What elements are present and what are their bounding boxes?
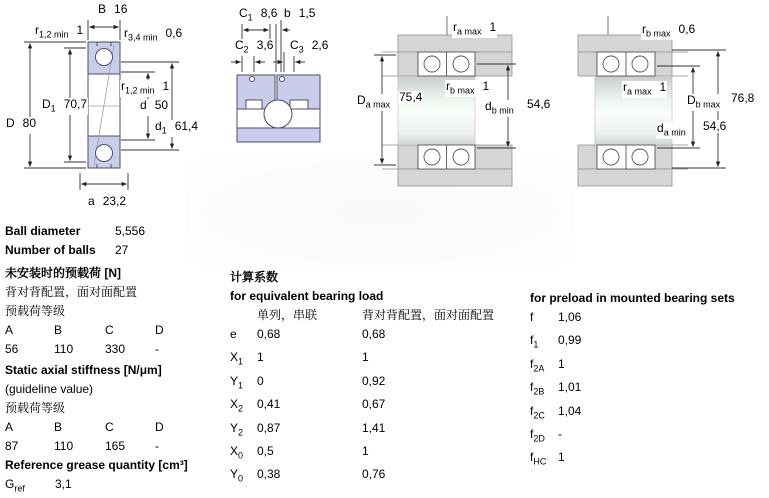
calc-col2-header: 背对背配置，面对面配置 (362, 308, 495, 322)
factor-value: 1,41 (362, 420, 386, 435)
factor-symbol: f (530, 310, 534, 324)
col-header: D (155, 323, 164, 337)
grease-symbol: $G_{ref}$ (5, 477, 25, 494)
calc-row-Y1 (230, 372, 530, 395)
factor-value: 0,5 (257, 443, 274, 458)
factor-symbol: $f_{HC}$ (530, 450, 547, 467)
dim-label-ra-max-left: $r_{a max}$ 1 (453, 20, 497, 37)
dim-value-db-min: 54,6 (527, 97, 551, 111)
cell: 56 (5, 342, 19, 356)
stiffness-table-header (5, 418, 225, 437)
stiffness-class-label: 预载荷等级 (5, 401, 66, 415)
ball-diameter-value: 5,556 (115, 224, 146, 238)
ball-diameter-label: Ball diameter (5, 224, 81, 238)
calc-factors-column (230, 268, 530, 489)
factor-symbol: e (230, 327, 237, 341)
factor-value: 0,99 (558, 333, 582, 348)
preload-factors-title: for preload in mounted bearing sets (530, 291, 735, 305)
factor-value: - (558, 426, 562, 441)
factor-value: 0,68 (362, 327, 386, 341)
col-header: A (5, 323, 14, 337)
grease-row (5, 475, 225, 498)
calc-row-X1 (230, 348, 530, 371)
factor-value: 1,01 (558, 380, 582, 395)
calc-row-X0 (230, 442, 530, 465)
calc-title: 计算系数 (230, 270, 279, 284)
dim-label-B: B 16 (97, 3, 128, 20)
equiv-load-title: for equivalent bearing load (230, 289, 384, 303)
col-header: D (155, 420, 164, 434)
factor-value: 0,87 (257, 420, 281, 435)
number-of-balls-label: Number of balls (5, 243, 96, 257)
cell: - (155, 342, 159, 356)
preload-unmounted-title: 未安装时的预载荷 [N] (5, 266, 121, 280)
dim-label-C2: $C_2$ 3,6 (235, 38, 274, 55)
dim-label-db-min: $d_{b min}$ (485, 99, 514, 116)
calc-col1-header: 单列，串联 (257, 308, 318, 322)
factor-symbol: $X_1$ (230, 350, 244, 367)
factor-symbol: $Y_0$ (230, 467, 244, 484)
dim-label-r34-min: $r_{3,4 min}$ 0,6 (124, 26, 183, 43)
pf-row-f (530, 308, 769, 331)
dim-label-d: d 50 (139, 99, 169, 116)
factor-value: 0,76 (362, 467, 386, 482)
preload-class-label: 预载荷等级 (5, 304, 66, 318)
calc-row-Y2 (230, 419, 530, 442)
col-header: B (54, 323, 63, 337)
preload-factors-column (530, 289, 769, 472)
factor-symbol: $Y_1$ (230, 373, 244, 391)
dim-label-ra-max-right: $r_{a max}$ 1 (623, 80, 667, 97)
preload-unmounted-subtitle: 背对背配置，面对面配置 (5, 285, 138, 299)
dim-value-Db-max: 76,8 (731, 91, 755, 105)
calc-row-X2 (230, 395, 530, 418)
factor-symbol: $f_{2C}$ (530, 403, 545, 420)
dim-label-a: a 23,2 (87, 195, 127, 212)
cell: 165 (105, 439, 126, 453)
dim-label-D1: $D_1$ 70,7 (42, 97, 88, 114)
dim-label-D: D 80 (5, 117, 37, 134)
factor-value: 1 (558, 356, 565, 371)
stiffness-table-values (5, 437, 225, 456)
factor-value: 0,92 (362, 373, 386, 388)
dim-label-C3: $C_3$ 2,6 (290, 38, 329, 55)
cell: - (155, 439, 159, 453)
factor-value: 1 (257, 350, 264, 365)
dim-label-rb-max-right: $r_{b max}$ 0,6 (642, 22, 696, 39)
dim-value-da-min: 54,6 (703, 119, 727, 133)
cell: 87 (5, 439, 19, 453)
pf-row-f2B (530, 378, 769, 401)
dim-label-r12-min-top: $r_{1,2 min}$ 1 (35, 23, 84, 40)
factor-value: 1 (362, 350, 369, 365)
number-of-balls-value: 27 (115, 243, 129, 257)
factor-value: 1,04 (558, 403, 582, 418)
col-header: A (5, 420, 14, 434)
specs-column (5, 222, 225, 498)
dim-label-Da-max: $D_{a max}$ (357, 93, 391, 110)
stiffness-title: Static axial stiffness [N/μm] (5, 363, 162, 377)
cell: 330 (105, 342, 126, 356)
pf-row-f2D (530, 425, 769, 448)
col-header: C (105, 420, 114, 434)
dim-label-r12-min-mid: $r_{1,2 min}$ 1 (121, 79, 170, 96)
factor-symbol: $f_{2A}$ (530, 356, 545, 374)
dim-value-Da-max: 75,4 (399, 90, 423, 104)
factor-symbol: $f_{2B}$ (530, 380, 545, 397)
dim-label-C1: $C_1$ 8,6 (239, 6, 278, 23)
factor-value: 1,06 (558, 310, 582, 324)
pf-row-fHC (530, 448, 769, 471)
preload-table-header (5, 321, 225, 340)
factor-value: 1 (362, 443, 369, 458)
grease-value: 3,1 (55, 477, 72, 491)
col-header: C (105, 323, 114, 337)
bearing-detail (237, 75, 320, 142)
col-header: B (54, 420, 63, 434)
dim-label-da-min: $d_{a min}$ (657, 121, 686, 138)
factor-value: 0,38 (257, 467, 281, 482)
dim-label-b: b 1,5 (283, 7, 316, 24)
calc-row-e (230, 325, 530, 348)
factor-symbol: $X_2$ (230, 397, 244, 414)
stiffness-subtitle: (guideline value) (5, 382, 94, 396)
factor-symbol: $X_0$ (230, 443, 244, 461)
factor-value: 0,41 (257, 397, 281, 412)
number-of-balls-row (5, 241, 225, 260)
calc-header-row (230, 306, 530, 325)
ball-diameter-row (5, 222, 225, 241)
pf-row-f2C (530, 402, 769, 425)
cell: 110 (54, 342, 74, 356)
dim-label-rb-max-left: $r_{b max}$ 1 (446, 79, 490, 96)
factor-value: 0 (257, 373, 264, 388)
dim-label-Db-max: $D_{b max}$ (687, 93, 721, 110)
cell: 110 (54, 439, 74, 453)
factor-value: 0,67 (362, 397, 386, 412)
pf-row-f2A (530, 355, 769, 378)
factor-symbol: $f_1$ (530, 333, 539, 350)
factor-symbol: $Y_2$ (230, 420, 244, 437)
dim-label-d1: $d_1$ 61,4 (155, 119, 199, 136)
factor-value: 1 (558, 450, 565, 465)
factor-value: 0,68 (257, 327, 281, 341)
grease-title: Reference grease quantity [cm³] (5, 458, 188, 472)
factor-symbol: $f_{2D}$ (530, 426, 545, 444)
calc-row-Y0 (230, 465, 530, 488)
pf-row-f1 (530, 331, 769, 354)
preload-table-values (5, 340, 225, 359)
bearing-section (88, 42, 120, 168)
